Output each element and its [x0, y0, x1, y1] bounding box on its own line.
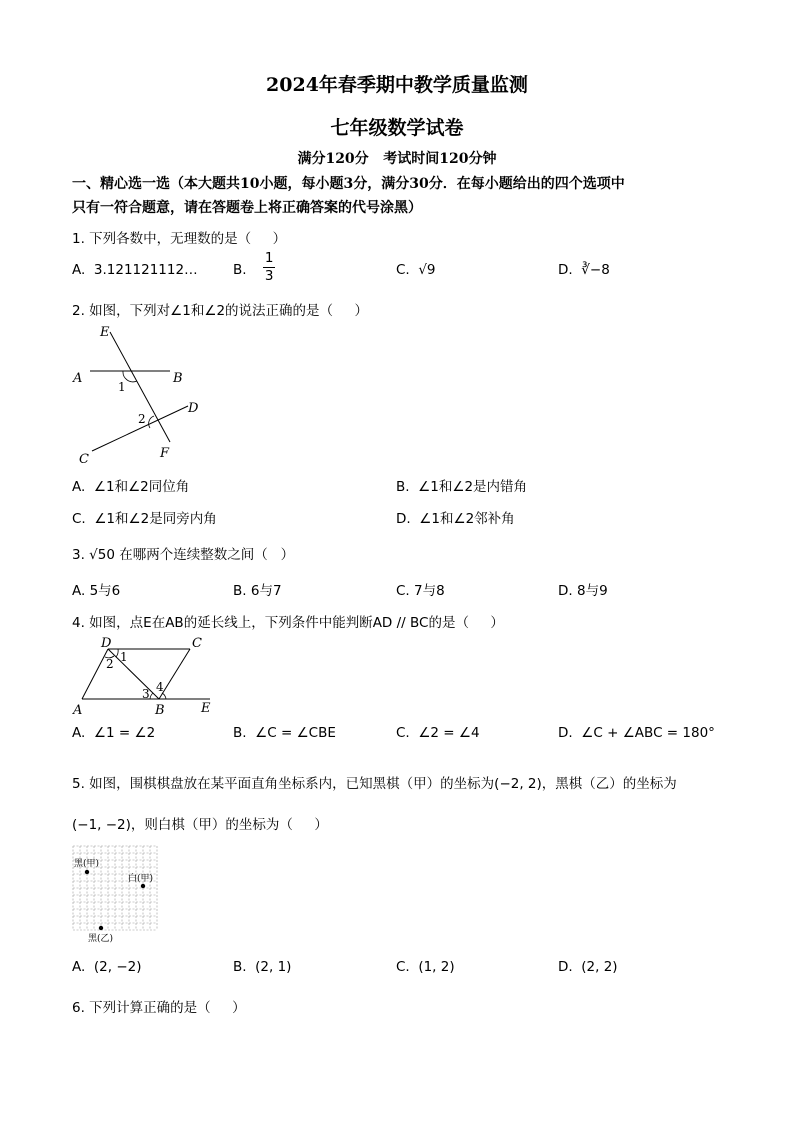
section-instruction-line1: 一、精心选一选（本大题共10小题，每小题3分，满分30分．在每小题给出的四个选项中	[72, 176, 625, 192]
option-text: ∛−8	[581, 262, 610, 278]
line-bc	[159, 649, 190, 699]
option-text: (2, 1)	[255, 959, 292, 975]
option-label: C.	[72, 511, 86, 527]
label-E: E	[100, 325, 110, 340]
label-E: E	[201, 701, 211, 716]
option-text: ∠2 = ∠4	[418, 725, 480, 741]
option-text: ∠1和∠2邻补角	[419, 511, 515, 527]
q1-stem: 1. 下列各数中，无理数的是（ ）	[72, 231, 287, 247]
q3-option-a	[72, 579, 120, 599]
option-label: D.	[558, 262, 573, 278]
angle-3-arc	[150, 693, 153, 699]
option-label: C.	[396, 725, 410, 741]
black-stone-b	[99, 926, 103, 930]
fraction-denominator: 3	[264, 268, 274, 284]
q1-option-a	[72, 262, 198, 278]
option-label: D.	[558, 583, 573, 599]
option-text: 5与6	[89, 583, 121, 599]
white-stone-a	[141, 884, 145, 888]
option-label: C.	[396, 262, 410, 278]
q1-option-b	[233, 250, 275, 285]
q2-stem: 2. 如图，下列对∠1和∠2的说法正确的是（ ）	[72, 303, 369, 319]
section-instruction-line2: 只有一符合题意，请在答题卷上将正确答案的代号涂黑）	[72, 200, 422, 216]
fraction	[263, 250, 276, 285]
label-B: B	[155, 703, 165, 718]
q3-option-b	[233, 579, 282, 599]
label-angle-2: 2	[106, 657, 114, 671]
label-A: A	[73, 703, 83, 718]
option-label: A.	[72, 262, 86, 278]
option-text: (2, −2)	[93, 959, 142, 975]
option-label: C.	[396, 959, 410, 975]
label-black-a: 黑(甲)	[74, 859, 100, 869]
option-label: B.	[233, 262, 247, 278]
q5-option-a	[72, 959, 142, 975]
label-white-a: 白(甲)	[128, 874, 154, 884]
q5-go-board	[70, 843, 162, 947]
q3-option-d	[558, 579, 608, 599]
option-label: D.	[396, 511, 411, 527]
q2-figure	[70, 318, 220, 468]
exam-subtitle: 七年级数学试卷	[330, 117, 464, 139]
option-label: C.	[396, 583, 410, 599]
q5-option-d	[558, 959, 618, 975]
q5-option-b	[233, 959, 291, 975]
option-text: (1, 2)	[418, 959, 455, 975]
option-text: ∠C = ∠CBE	[255, 725, 336, 741]
option-label: D.	[558, 959, 573, 975]
option-text: 6与7	[250, 583, 282, 599]
label-C: C	[79, 452, 89, 467]
option-text: ∠1和∠2是内错角	[418, 479, 528, 495]
exam-info: 满分120分 考试时间120分钟	[297, 151, 497, 167]
fraction-numerator: 1	[264, 250, 274, 266]
exam-title: 2024年春季期中教学质量监测	[266, 74, 528, 96]
q1-option-c	[396, 262, 436, 278]
angle-1-arc	[116, 649, 118, 657]
option-label: A.	[72, 479, 86, 495]
q4-figure	[70, 632, 230, 720]
option-text: 7与8	[414, 583, 445, 599]
option-text: ∠1和∠2是同旁内角	[94, 511, 217, 527]
label-angle-4: 4	[156, 680, 164, 694]
option-label: A.	[72, 959, 86, 975]
option-text: ∠1 = ∠2	[93, 725, 156, 741]
q4-stem: 4. 如图，点E在AB的延长线上，下列条件中能判断AD // BC的是（ ）	[72, 615, 504, 631]
line-db	[108, 649, 159, 699]
label-black-b: 黑(乙)	[88, 934, 114, 944]
label-C: C	[192, 636, 202, 651]
q2-option-b	[396, 475, 527, 495]
option-label: A.	[72, 725, 86, 741]
option-text: √9	[418, 262, 436, 278]
label-angle-3: 3	[142, 687, 150, 701]
option-label: D.	[558, 725, 573, 741]
label-angle-1: 1	[120, 650, 128, 664]
q5-stem-line1: 5. 如图，围棋棋盘放在某平面直角坐标系内，已知黑棋（甲）的坐标为(−2, 2)，黑棋（乙）的坐标为	[72, 776, 677, 792]
label-D: D	[101, 636, 112, 651]
q2-option-a	[72, 475, 189, 495]
option-text: ∠C + ∠ABC = 180°	[581, 725, 715, 741]
q5-stem-line2: (−1, −2)，则白棋（甲）的坐标为（ ）	[72, 817, 328, 833]
label-A: A	[73, 371, 83, 386]
option-label: B.	[396, 479, 410, 495]
q4-option-c	[396, 725, 480, 741]
option-text: ∠1和∠2同位角	[93, 479, 190, 495]
q4-option-a	[72, 725, 155, 741]
q4-option-d	[558, 725, 715, 741]
label-B: B	[173, 371, 183, 386]
q4-option-b	[233, 725, 336, 741]
label-angle-1: 1	[118, 380, 126, 394]
q3-stem: 3. √50 在哪两个连续整数之间（ ）	[72, 547, 295, 563]
option-text: (2, 2)	[581, 959, 618, 975]
option-label: A.	[72, 583, 86, 599]
option-text: 8与9	[576, 583, 608, 599]
label-angle-2: 2	[138, 412, 146, 426]
q2-option-c	[72, 507, 217, 527]
black-stone-a	[85, 870, 89, 874]
option-text: 3.121121112…	[93, 262, 198, 278]
option-label: B.	[233, 583, 247, 599]
q2-option-d	[396, 507, 515, 527]
label-D: D	[188, 401, 199, 416]
label-F: F	[160, 446, 170, 461]
q5-option-c	[396, 959, 455, 975]
option-label: B.	[233, 725, 247, 741]
q6-stem: 6. 下列计算正确的是（ ）	[72, 1000, 246, 1016]
q1-option-d	[558, 262, 610, 278]
option-label: B.	[233, 959, 247, 975]
line-ad	[82, 649, 108, 699]
q3-option-c	[396, 579, 445, 599]
